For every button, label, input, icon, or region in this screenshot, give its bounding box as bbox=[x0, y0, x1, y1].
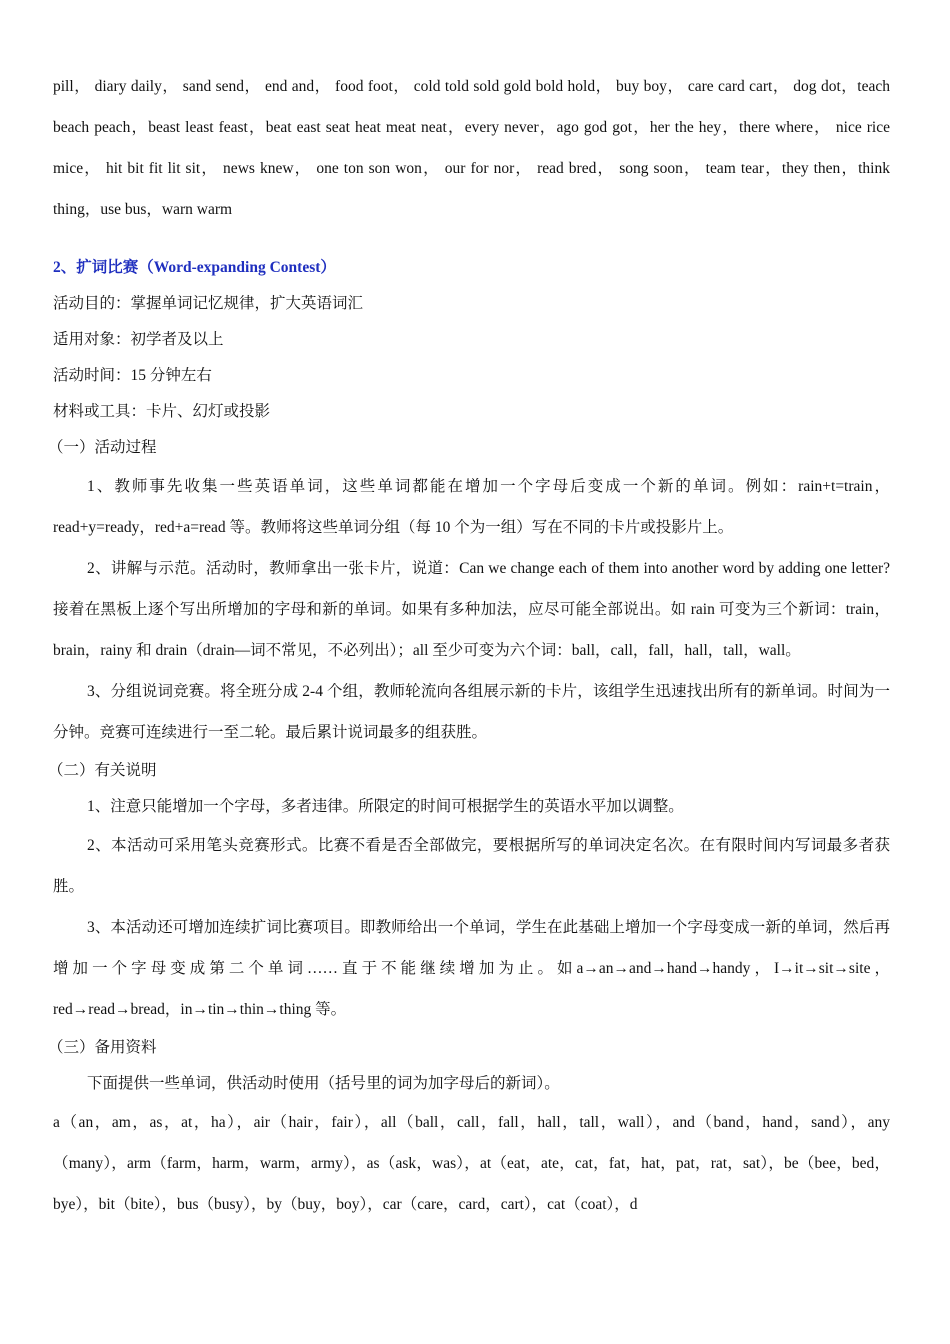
activity-duration: 活动时间：15 分钟左右 bbox=[53, 367, 212, 384]
reference-title: （三）备用资料 bbox=[48, 1039, 157, 1056]
activity-purpose: 活动目的：掌握单词记忆规律，扩大英语词汇 bbox=[53, 295, 364, 312]
note-2: 2、本活动可采用笔头竞赛形式。比赛不看是否全部做完，要根据所写的单词决定名次。在有限时间内写词最多者获胜。 bbox=[53, 837, 890, 895]
word-pairs-paragraph: pill， diary daily， sand send， end and， food foot， cold told sold gold bold hold， buy boy， care card cart， dog dot，teach beach peach，beast least feast，beat east seat heat meat neat，every never，ago god got，her the hey，there where， nice rice mice， hit bit fit lit sit， news knew， one ton son won， our for nor， read bred， song soon， team tear，they then，think thing，use bus，warn warm bbox=[53, 78, 890, 218]
activity-materials: 材料或工具：卡片、幻灯或投影 bbox=[53, 403, 271, 420]
reference-intro: 下面提供一些单词，供活动时使用（括号里的词为加字母后的新词）。 bbox=[87, 1075, 560, 1092]
notes-title: （二）有关说明 bbox=[48, 762, 157, 779]
section-heading: 2、扩词比赛（Word-expanding Contest） bbox=[53, 259, 336, 276]
note-3: 3、本活动还可增加连续扩词比赛项目。即教师给出一个单词，学生在此基础上增加一个字母变成一新的单词，然后再增加一个字母变成第二个单词……直于不能继续增加为止。如a→an→and→hand→handy，I→it→sit→site，red→read→bread，in→tin→thin→thing 等。 bbox=[53, 919, 890, 1018]
process-step-2: 2、讲解与示范。活动时，教师拿出一张卡片，说道：Can we change each of them into another word by adding one letter?接着在黑板上逐个写出所增加的字母和新的单词。如果有多种加法，应尽可能全部说出。如 rain 可变为三个新词：train，brain，rainy 和 drain（drain—词不常见，不必列出）；all 至少可变为六个词：ball，call，fall，hall，tall，wall。 bbox=[53, 560, 890, 659]
process-step-3: 3、分组说词竞赛。将全班分成 2-4 个组，教师轮流向各组展示新的卡片，该组学生迅速找出所有的新单词。时间为一分钟。竞赛可连续进行一至二轮。最后累计说词最多的组获胜。 bbox=[53, 683, 890, 741]
process-step-1: 1、教师事先收集一些英语单词，这些单词都能在增加一个字母后变成一个新的单词。例如：rain+t=train，read+y=ready，red+a=read 等。教师将这些单词分组（每 10 个为一组）写在不同的卡片或投影片上。 bbox=[53, 478, 890, 536]
target-audience: 适用对象：初学者及以上 bbox=[53, 331, 224, 348]
document-page bbox=[48, 66, 890, 1225]
process-title: （一）活动过程 bbox=[48, 439, 157, 456]
reference-word-list: a（an，am，as，at，ha），air（hair，fair），all（ball，call，fall，hall，tall，wall），and（band，hand，sand），any（many），arm（farm，harm，warm，army），as（ask，was），at（eat，ate，cat，fat，hat，pat，rat，sat），be（bee，bed，bye），bit（bite），bus（busy），by（buy，boy），car（care，card，cart），cat（coat），d bbox=[53, 1114, 890, 1213]
note-1: 1、注意只能增加一个字母，多者违律。所限定的时间可根据学生的英语水平加以调整。 bbox=[87, 798, 684, 815]
spacer bbox=[53, 230, 890, 250]
